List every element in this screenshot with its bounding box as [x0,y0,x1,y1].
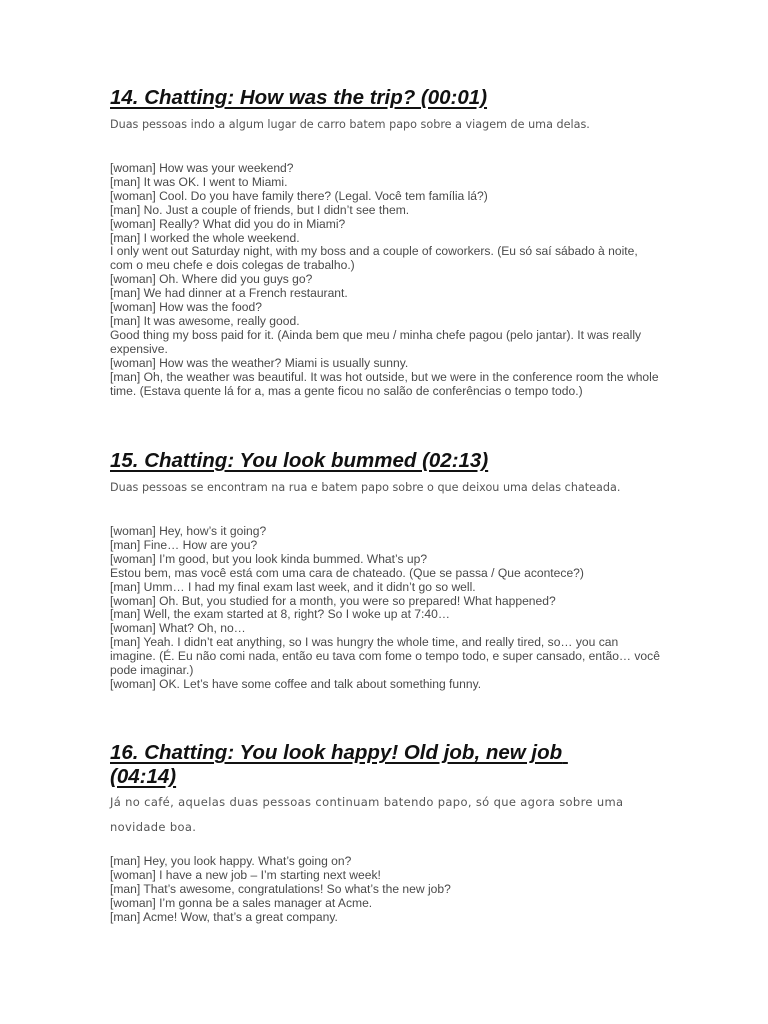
dialogue-line: [man] Acme! Wow, that’s a great company. [110,909,338,924]
dialogue-line: [man] Well, the exam started at 8, right? So I woke up at 7:40… [110,607,450,622]
dialogue-line: [man] I worked the whole weekend. [110,230,300,245]
dialogue-line: [woman] Oh. But, you studied for a month, you were so prepared! What happened? [110,593,556,608]
section-intro: Já no café, aquelas duas pessoas continuam batendo papo, só que agora sobre uma novidade boa. [110,795,624,834]
dialogue-lines [110,525,660,692]
dialogue-line: Good thing my boss paid for it. (Ainda bem que meu / minha chefe pagou (pelo jantar). It was really expensive. [110,327,642,356]
dialogue-line: [man] It was awesome, really good. [110,313,300,328]
dialogue-line: [woman] How was the food? [110,300,262,315]
dialogue-line: [man] That’s awesome, congratulations! So what’s the new job? [110,881,451,896]
dialogue-line: [man] Umm… I had my final exam last week, and it didn’t go so well. [110,579,476,594]
section-15 [110,449,660,692]
dialogue-line: Estou bem, mas você está com uma cara de chateado. (Que se passa / Que acontece?) [110,565,584,580]
section-14 [110,86,660,398]
dialogue-line: [man] No. Just a couple of friends, but I didn’t see them. [110,202,410,217]
dialogue-line: [man] Hey, you look happy. What’s going on? [110,854,352,868]
dialogue-line: [woman] Oh. Where did you guys go? [110,272,313,287]
dialogue-line: [woman] Hey, how’s it going? [110,524,267,538]
section-16 [110,741,660,925]
dialogue-line: [woman] Really? What did you do in Miami? [110,216,346,231]
dialogue-line: [woman] I’m gonna be a sales manager at Acme. [110,895,373,910]
dialogue-line: [man] Fine… How are you? [110,537,258,552]
dialogue-line: [woman] How was the weather? Miami is usually sunny. [110,355,409,370]
dialogue-line: [woman] How was your weekend? [110,161,294,175]
dialogue-line: [man] Yeah. I didn’t eat anything, so I was hungry the whole time, and really tired, so… you can imagine. (É. Eu não comi nada, então eu tava com fome o tempo todo, e super cansado, então… você pode imaginar.) [110,635,660,678]
section-title: 16. Chatting: You look happy! Old job, new job (04:14) [110,741,568,788]
dialogue-line: [woman] I’m good, but you look kinda bummed. What’s up? [110,551,428,566]
dialogue-line: [man] It was OK. I went to Miami. [110,174,288,189]
section-intro: Duas pessoas indo a algum lugar de carro batem papo sobre a viagem de uma delas. [110,118,590,131]
dialogue-lines [110,162,660,398]
section-title: 14. Chatting: How was the trip? (00:01) [110,86,488,109]
dialogue-line: [woman] What? Oh, no… [110,621,246,636]
dialogue-lines [110,855,660,925]
dialogue-line: I only went out Saturday night, with my boss and a couple of coworkers. (Eu só saí sábado à noite, com o meu chefe e dois colegas de trabalho.) [110,244,638,273]
dialogue-line: [man] We had dinner at a French restaurant. [110,286,348,301]
section-intro: Duas pessoas se encontram na rua e batem papo sobre o que deixou uma delas chateada. [110,481,621,494]
dialogue-line: [woman] I have a new job – I’m starting next week! [110,867,381,882]
dialogue-line: [woman] OK. Let’s have some coffee and talk about something funny. [110,676,482,691]
section-title: 15. Chatting: You look bummed (02:13) [110,449,489,472]
dialogue-line: [man] Oh, the weather was beautiful. It was hot outside, but we were in the conference room the whole time. (Estava quente lá for a, mas a gente ficou no salão de conferências o tempo todo.) [110,369,659,398]
dialogue-line: [woman] Cool. Do you have family there? (Legal. Você tem família lá?) [110,188,488,203]
